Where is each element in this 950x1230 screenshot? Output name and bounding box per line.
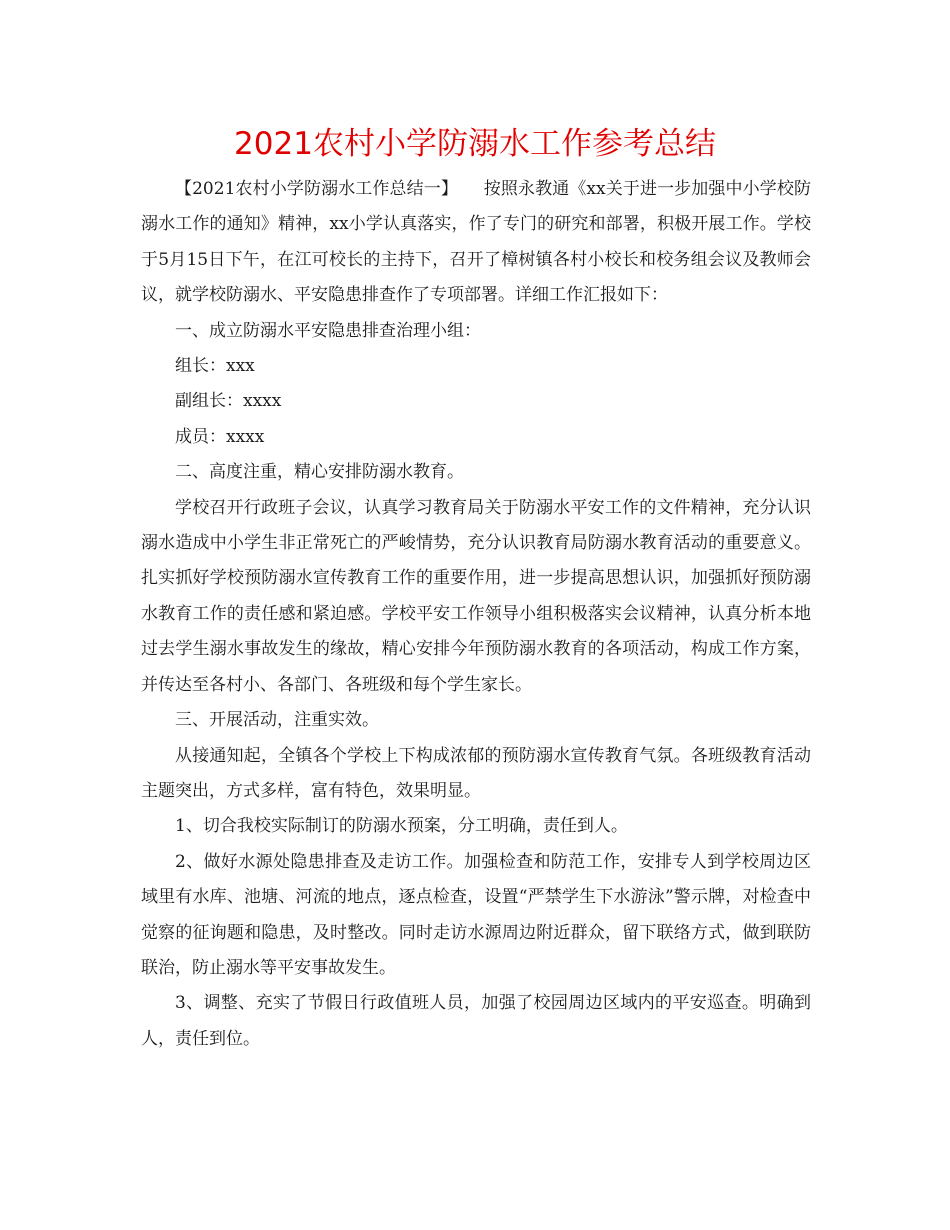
paragraph-members: 成员：xxxx <box>175 426 265 447</box>
paragraph-deputy-leader: 副组长：xxxx <box>175 391 282 412</box>
paragraph-intro: 【2021农村小学防溺水工作总结一】 按照永教通《xx关于进一步加强中小学校防溺水工作的通知》精神，xx小学认真落实，作了专门的研究和部署，积极开展工作。学校于5月15日下午，在江可校长的主持下，召开了樟树镇各村小校长和校务组会议及教师会议，就学校防溺水、平安隐患排查作了专项部署。详细工作汇报如下： <box>141 179 811 306</box>
paragraph-item-3: 3、调整、充实了节假日行政值班人员，加强了校园周边区域内的平安巡查。明确到人，责任到位。 <box>141 993 811 1049</box>
paragraph-item-2: 2、做好水源处隐患排查及走访工作。加强检查和防范工作，安排专人到学校周边区域里有水库、池塘、河流的地点，逐点检查，设置“严禁学生下水游泳”警示牌，对检查中觉察的征询题和隐患，及时整改。同时走访水源周边附近群众，留下联络方式，做到联防联治，防止溺水等平安事故发生。 <box>141 851 811 978</box>
paragraph-section-2-body: 学校召开行政班子会议，认真学习教育局关于防溺水平安工作的文件精神，充分认识溺水造成中小学生非正常死亡的严峻情势，充分认识教育局防溺水教育活动的重要意义。扎实抓好学校预防溺水宣传教育工作的重要作用，进一步提高思想认识，加强抓好预防溺水教育工作的责任感和紧迫感。学校平安工作领导小组积极落实会议精神，认真分析本地过去学生溺水事故发生的缘故，精心安排今年预防溺水教育的各项活动，构成工作方案，并传达至各村小、各部门、各班级和每个学生家长。 <box>141 497 811 695</box>
document-title: 2021农村小学防溺水工作参考总结 <box>234 126 716 162</box>
paragraph-section-3-body: 从接通知起，全镇各个学校上下构成浓郁的预防溺水宣传教育气氛。各班级教育活动主题突出，方式多样，富有特色，效果明显。 <box>141 745 811 801</box>
document-body <box>141 172 811 1057</box>
paragraph-section-1-heading: 一、成立防溺水平安隐患排查治理小组： <box>175 320 481 341</box>
paragraph-group-leader: 组长：xxx <box>175 356 255 377</box>
paragraph-item-1: 1、切合我校实际制订的防溺水预案，分工明确，责任到人。 <box>175 816 628 837</box>
paragraph-section-2-heading: 二、高度注重，精心安排防溺水教育。 <box>175 462 464 483</box>
paragraph-section-3-heading: 三、开展活动，注重实效。 <box>175 710 379 731</box>
